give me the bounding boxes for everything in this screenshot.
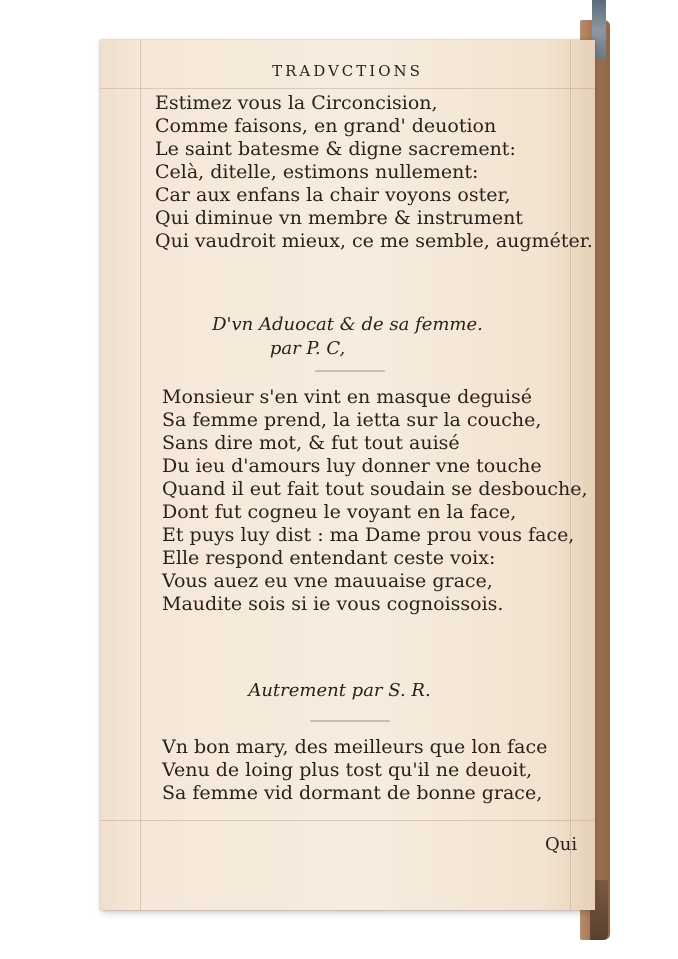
verse-line: Sans dire mot, & fut tout auisé xyxy=(162,432,460,454)
verse-line: Elle respond entendant ceste voix: xyxy=(162,547,496,569)
verse-line: Car aux enfans la chair voyons oster, xyxy=(155,184,511,206)
poem-3 xyxy=(162,736,547,805)
ornament-rule xyxy=(310,720,390,722)
verse-line: Venu de loing plus tost qu'il ne deuoit, xyxy=(162,759,533,781)
verse-line: Qui vaudroit mieux, ce me semble, augméter. xyxy=(155,230,593,252)
verse-line: Celà, ditelle, estimons nullement: xyxy=(155,161,479,183)
verse-line: Et puys luy dist : ma Dame prou vous face, xyxy=(162,524,575,546)
verse-line: Maudite sois si ie vous cognoissois. xyxy=(162,593,504,615)
ornament-rule xyxy=(315,370,385,372)
margin-rule-top xyxy=(100,88,595,89)
verse-line: Quand il eut fait tout soudain se desbouche, xyxy=(162,478,588,500)
verse-line: Vn bon mary, des meilleurs que lon face xyxy=(162,736,548,758)
poem-2-attribution: par P. C, xyxy=(269,338,346,359)
verse-line: Dont fut cogneu le voyant en la face, xyxy=(162,501,517,523)
verse-line: Sa femme prend, la ietta sur la couche, xyxy=(162,409,542,431)
verse-line: Du ieu d'amours luy donner vne touche xyxy=(162,455,542,477)
poem-1 xyxy=(155,92,593,253)
running-head: TRADVCTIONS xyxy=(272,62,423,80)
verse-line: Estimez vous la Circoncision, xyxy=(155,92,438,114)
poem-2 xyxy=(162,386,588,616)
poem-3-title: Autrement par S. R. xyxy=(248,680,431,701)
verse-line: Le saint batesme & digne sacrement: xyxy=(155,138,516,160)
verse-line: Qui diminue vn membre & instrument xyxy=(155,207,523,229)
verse-line: Comme faisons, en grand' deuotion xyxy=(155,115,497,137)
verse-line: Sa femme vid dormant de bonne grace, xyxy=(162,782,543,804)
margin-rule-bottom xyxy=(100,820,595,821)
poem-2-title: D'vn Aduocat & de sa femme. xyxy=(212,314,483,335)
book-page xyxy=(100,40,595,910)
catchword: Qui xyxy=(545,834,578,855)
verse-line: Monsieur s'en vint en masque deguisé xyxy=(162,386,532,408)
margin-rule-left xyxy=(140,40,141,910)
verse-line: Vous auez eu vne mauuaise grace, xyxy=(162,570,493,592)
